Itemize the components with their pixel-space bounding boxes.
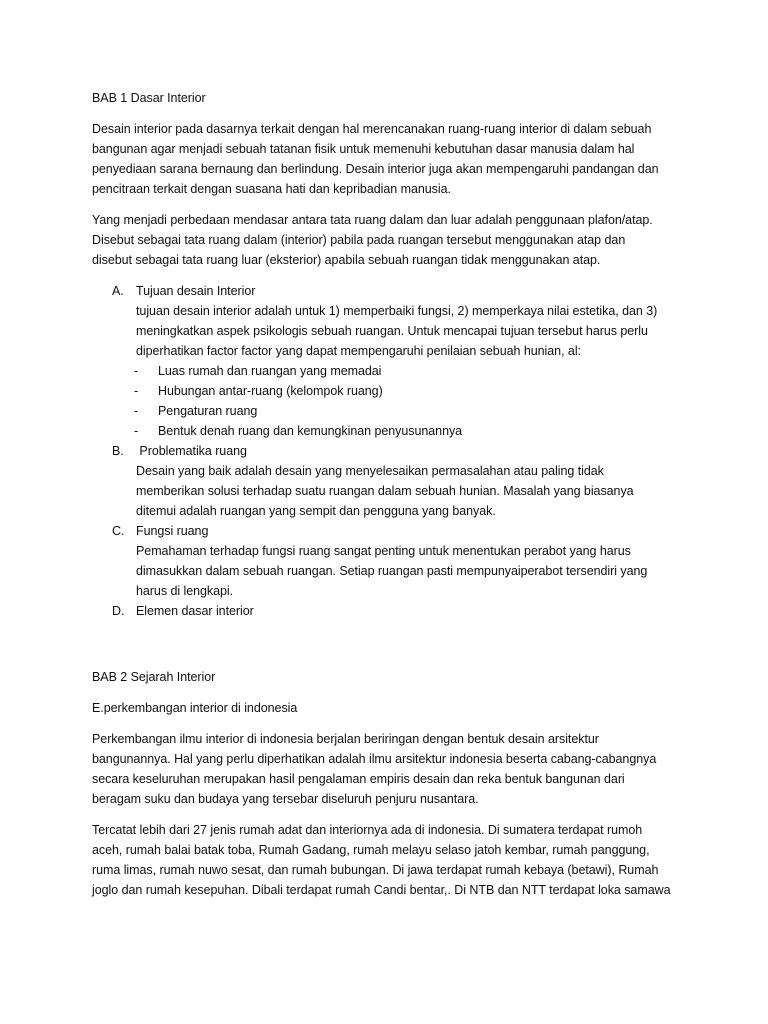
text-line: Yang menjadi perbedaan mendasar antara tata ruang dalam dan luar adalah penggunaan plafon/atap.	[92, 213, 653, 227]
text-line: tujuan desain interior adalah untuk 1) memperbaiki fungsi, 2) memperkaya nilai estetika, dan 3)	[136, 304, 658, 318]
section-letter: D.	[112, 604, 125, 618]
section-b-label-row	[92, 441, 688, 461]
section-d	[92, 601, 688, 621]
section-d-label-row	[92, 601, 688, 621]
section-c-body	[92, 541, 688, 601]
section-title: Fungsi ruang	[136, 524, 209, 538]
text-line: Desain yang baik adalah desain yang menyelesaikan permasalahan atau paling tidak	[136, 464, 604, 478]
text-line: penyediaan sarana bernaung dan berlindung. Desain interior juga akan mempengaruhi pandangan dan	[92, 162, 659, 176]
section-c-label-row	[92, 521, 688, 541]
chapter-1-paragraph-1	[92, 119, 688, 199]
chapter-1-heading: BAB 1 Dasar Interior	[92, 91, 206, 105]
text-line: bangunan agar menjadi sebuah tatanan fisik untuk memenuhi kebutuhan dasar manusia dalam hal	[92, 142, 635, 156]
bullet-dash: -	[134, 384, 139, 398]
text-line: ditemui adalah ruangan yang sempit dan pengguna yang banyak.	[136, 504, 496, 518]
text-line: pencitraan terkait dengan suasana hati dan kepribadian manusia.	[92, 182, 451, 196]
section-b-body	[92, 461, 688, 521]
section-a-body	[92, 301, 688, 361]
text-line: memberikan solusi terhadap suatu ruangan dalam sebuah hunian. Masalah yang biasanya	[136, 484, 634, 498]
bullet-item	[92, 421, 688, 441]
section-title: Tujuan desain Interior	[136, 284, 256, 298]
section-letter: C.	[112, 524, 125, 538]
bullet-dash: -	[134, 404, 139, 418]
document-page	[92, 88, 688, 911]
text-line: secara keseluruhan merupakan hasil pengalaman empiris desain dan reka bentuk bangunan dari	[92, 772, 625, 786]
text-line: bangunannya. Hal yang perlu diperhatikan adalah ilmu arsitektur indonesia beserta cabang-cabangnya	[92, 752, 657, 766]
text-line: disebut sebagai tata ruang luar (eksterior) apabila sebuah ruangan tidak menggunakan atap.	[92, 253, 601, 267]
section-letter: A.	[112, 284, 124, 298]
chapter-2-subheading: E.perkembangan interior di indonesia	[92, 701, 298, 715]
section-a	[92, 281, 688, 441]
chapter-2-paragraph-1	[92, 729, 688, 809]
text-line: aceh, rumah balai batak toba, Rumah Gadang, rumah melayu selaso jatoh kembar, rumah panggung,	[92, 843, 650, 857]
text-line: joglo dan rumah kesepuhan. Dibali terdapat rumah Candi bentar,. Di NTB dan NTT terdapat loka samawa	[92, 883, 671, 897]
chapter-1-paragraph-2	[92, 210, 688, 270]
text-line: Desain interior pada dasarnya terkait dengan hal merencanakan ruang-ruang interior di dalam sebuah	[92, 122, 652, 136]
text-line: dimasukkan dalam sebuah ruangan. Setiap ruangan pasti mempunyaiperabot tersendiri yang	[136, 564, 648, 578]
section-title: Elemen dasar interior	[136, 604, 254, 618]
text-line: Disebut sebagai tata ruang dalam (interior) pabila pada ruangan tersebut menggunakan atap dan	[92, 233, 626, 247]
bullet-text: Hubungan antar-ruang (kelompok ruang)	[158, 384, 383, 398]
text-line: ruma limas, rumah nuwo sesat, dan rumah bubungan. Di jawa terdapat rumah kebaya (betawi), Rumah	[92, 863, 659, 877]
text-line: Tercatat lebih dari 27 jenis rumah adat dan interiornya ada di indonesia. Di sumatera terdapat rumoh	[92, 823, 643, 837]
bullet-dash: -	[134, 364, 139, 378]
bullet-text: Bentuk denah ruang dan kemungkinan penyusunannya	[158, 424, 463, 438]
bullet-dash: -	[134, 424, 139, 438]
bullet-item	[92, 401, 688, 421]
section-title: Problematika ruang	[136, 444, 247, 458]
text-line: beragam suku dan budaya yang tersebar diseluruh penjuru nusantara.	[92, 792, 479, 806]
spacer	[92, 621, 688, 667]
section-letter: B.	[112, 444, 124, 458]
bullet-text: Pengaturan ruang	[158, 404, 258, 418]
bullet-item	[92, 361, 688, 381]
section-a-label-row	[92, 281, 688, 301]
chapter-2-heading: BAB 2 Sejarah Interior	[92, 670, 216, 684]
section-c	[92, 521, 688, 601]
text-line: Pemahaman terhadap fungsi ruang sangat penting untuk menentukan perabot yang harus	[136, 544, 631, 558]
section-b	[92, 441, 688, 521]
text-line: diperhatikan factor factor yang dapat mempengaruhi penilaian sebuah hunian, al:	[136, 344, 581, 358]
text-line: harus di lengkapi.	[136, 584, 234, 598]
bullet-text: Luas rumah dan ruangan yang memadai	[158, 364, 382, 378]
chapter-2-paragraph-2	[92, 820, 688, 900]
bullet-item	[92, 381, 688, 401]
text-line: meningkatkan aspek psikologis sebuah ruangan. Untuk mencapai tujuan tersebut harus perlu	[136, 324, 648, 338]
text-line: Perkembangan ilmu interior di indonesia berjalan beriringan dengan bentuk desain arsitektur	[92, 732, 599, 746]
